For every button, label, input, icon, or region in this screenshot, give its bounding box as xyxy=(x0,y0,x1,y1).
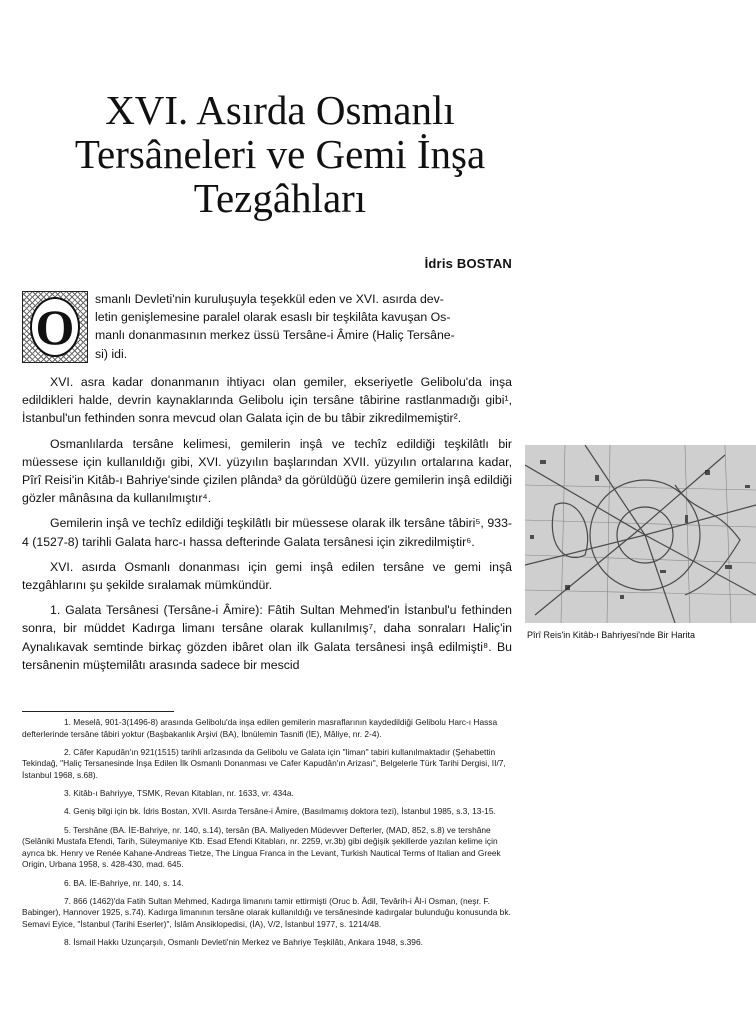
map-drawing xyxy=(525,445,756,623)
figure-caption: Pîrî Reis'in Kitâb-ı Bahriyesi'nde Bir Harita xyxy=(527,630,695,640)
body-paragraph: XVI. asırda Osmanlı donanması için gemi inşâ edilen tersâne ve gemi inşâ tezgâhlarını şu şekilde sıralamak mümkündür. xyxy=(22,559,512,593)
intro-line: letin genişlemesine paralel olarak esaslı bir teşkilâta kavuşan Os- xyxy=(95,310,451,325)
footnote: 7. 866 (1462)'da Fatih Sultan Mehmed, Kadırga limanını tamir ettirmişti (Oruc b. Âdil, Tevârih-i Âl-i Osman, (neşr. F. Babinger), Hannover 1925, s.74). Kadırga limanının tersâne olarak kullanıldığı ve tersânesinde kadırgalar bulunduğu konusunda bk. Semavi Eyice, "İstanbul (Tarihi Eserler)", İslâm Ansiklopedisi, (İA), V/2, İstanbul 1977, s. 1214/48. xyxy=(22,895,511,929)
footnote: 1. Meselâ, 901-3(1496-8) arasında Gelibolu'da inşa edilen gemilerin masraflarının kaydedildiği Gelibolu Harc-ı Hassa defterlerinde tersâne tâbiri yoktur (Başbakanlık Arşivi (BA), İbnülemin Tasnifi (İE), Mâliye, nr. 2-4). xyxy=(22,717,498,739)
article-title xyxy=(20,88,540,220)
body-paragraph: 1. Galata Tersânesi (Tersâne-i Âmire): Fâtih Sultan Mehmed'in İstanbul'u fethinden sonra, bir müddet Kadırga limanı tersâne olarak kullanılmış⁷, daha sonraları Haliç'in Aynalıkavak semtinde birkaç gözden ibâret olan ilk Galata tersânesi inşâ edilmişti⁸. Bu tersânenin müştemilâtı arasında sadece bir mescid xyxy=(22,603,512,672)
title-line: XVI. Asırda Osmanlı xyxy=(105,87,455,133)
footnote: 5. Tershâne (BA. İE-Bahriye, nr. 140, s.14), tersân (BA. Maliyeden Müdevver Defterler, (MAD, 852, s.8) ve tershâne (Selâniki Mustafa Efendi, Tarih, Süleymaniye Ktb. Esad Efendi Kitabları, nr. 2259, vr.3b) gibi değişik şekillerde yazılan kelime için ayrıca bk. Henry ve Renée Kahane-Andreas Tietze, The Lingua Franca in the Levant, Turkish Nautical Terms of Italian and Greek Origin, Urbana 1958, s. 428-430, mad. 645. xyxy=(22,824,501,870)
intro-line: smanlı Devleti'nin kuruluşuyla teşekkül eden ve XVI. asırda dev- xyxy=(95,292,444,306)
body-paragraph: Gemilerin inşâ ve techîz edildiği teşkilâtlı bir müessese olarak ilk tersâne tâbiri⁵, 933-4 (1527-8) tarihli Galata harc-ı hassa defterinde Galata tersânesi için zikredilmiştir⁶. xyxy=(22,516,512,549)
intro-paragraph xyxy=(95,290,509,363)
footnote: 3. Kitâb-ı Bahriyye, TSMK, Revan Kitabları, nr. 1633, vr. 434a. xyxy=(64,788,294,799)
footnote: 2. Câfer Kapudân'ın 921(1515) tarihli arîzasında da Gelibolu ve Galata için "liman" tabiri kullanılmaktadır (Şehabettin Tekindağ, "Haliç Tersanesinde İnşa Edilen İlk Osmanlı Donanması ve Cafer Kapudân'ın Arizası", Belgelerle Türk Tarihi Dergisi, II/7, İstanbul 1968, s.68). xyxy=(22,746,506,780)
footnote-divider xyxy=(22,711,174,712)
decorative-dropcap xyxy=(22,291,88,363)
footnote: 8. İsmail Hakkı Uzunçarşılı, Osmanlı Devleti'nin Merkez ve Bahriye Teşkilâtı, Ankara 1948, s.396. xyxy=(64,937,423,948)
title-line: Tezgâhları xyxy=(193,175,367,221)
body-paragraph: Osmanlılarda tersâne kelimesi, gemilerin inşâ ve techîz edildiği teşkilâtlı bir müessese için kullanıldığı gibi, XVI. yüzyılın başlarından XVII. yüzyılın ortalarına kadar, Pîrî Reisi'in Kitâb-ı Bahriye'sinde çizilen plânda³ da görüldüğü üzere gemilerin inşâ edildiği gözler mânâsına da kullanılmıştır⁴. xyxy=(22,436,513,506)
body-paragraph: XVI. asra kadar donanmanın ihtiyacı olan gemiler, ekseriyetle Gelibolu'da inşa edildikleri halde, devrin kaynaklarında Gelibolu için tersâne tâbirine rastlanmadığı gibi¹, İstanbul'un fethinden sonra mevcud olan Galata için de bu tâbir zikredilmemiştir². xyxy=(22,375,512,426)
intro-line: si) idi. xyxy=(95,346,128,361)
body-text xyxy=(22,373,512,674)
title-line: Tersâneleri ve Gemi İnşa xyxy=(74,131,486,177)
map-illustration xyxy=(525,445,756,623)
footnote: 4. Geniş bilgi için bk. İdris Bostan, XVII. Asırda Tersâne-i Âmire, (Basılmamış doktora tezi), İstanbul 1985, s.3, 13-15. xyxy=(64,806,496,817)
author-name: İdris BOSTAN xyxy=(424,256,512,271)
intro-line: manlı donanmasının merkez üssü Tersâne-i Âmire (Haliç Tersâne- xyxy=(95,328,455,343)
dropcap-letter: O xyxy=(30,297,80,357)
footnote: 6. BA. İE-Bahriye, nr. 140, s. 14. xyxy=(64,877,184,888)
footnotes xyxy=(22,717,512,955)
